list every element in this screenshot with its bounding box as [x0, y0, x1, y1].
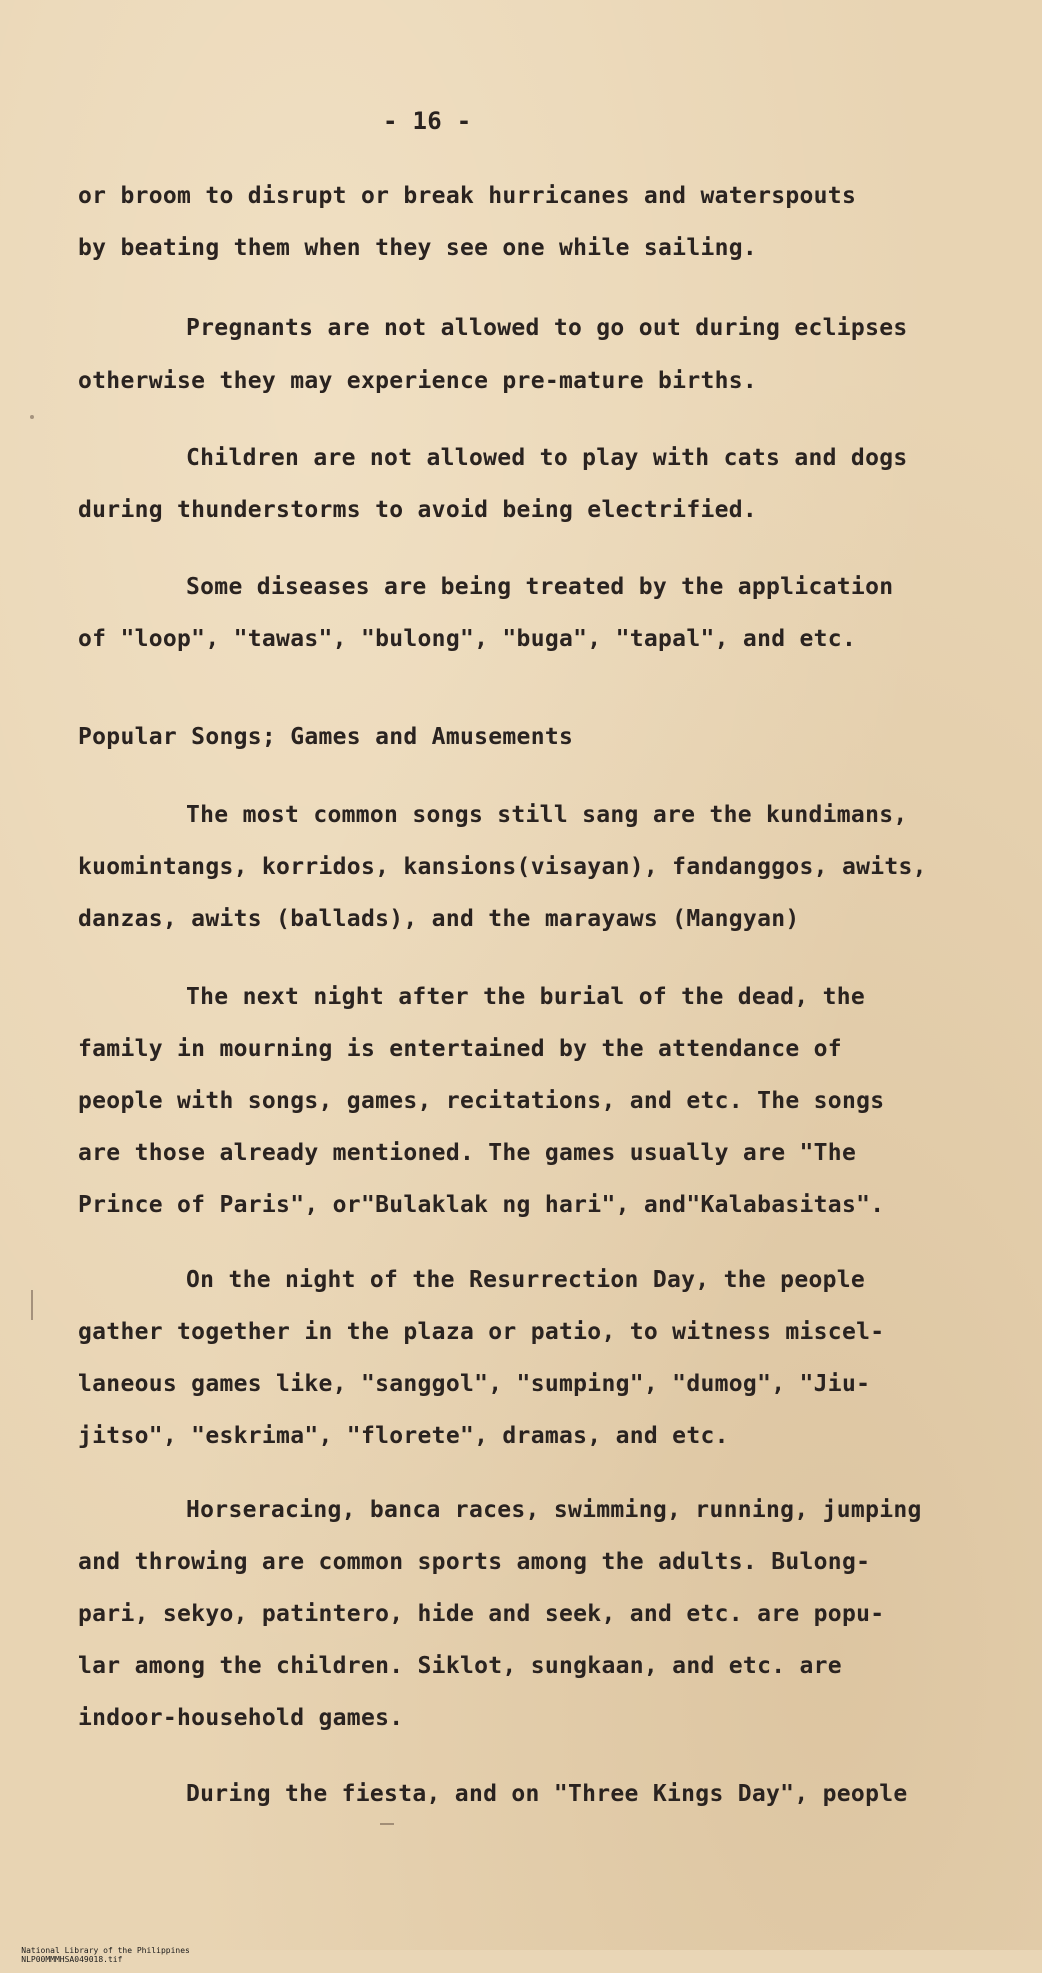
text-line: On the night of the Resurrection Day, the people	[186, 1267, 866, 1293]
text-line: are those already mentioned. The games usually are "The	[78, 1140, 857, 1166]
text-line: Prince of Paris", or"Bulaklak ng hari", and"Kalabasitas".	[78, 1192, 885, 1218]
paper-mark	[31, 1290, 33, 1320]
text-line: people with songs, games, recitations, and etc. The songs	[78, 1088, 885, 1114]
footer-library: National Library of the Philippines	[21, 1946, 190, 1955]
text-line: jitso", "eskrima", "florete", dramas, and etc.	[78, 1423, 729, 1449]
text-line: family in mourning is entertained by the attendance of	[78, 1036, 842, 1062]
text-line: pari, sekyo, patintero, hide and seek, and etc. are popu-	[78, 1601, 885, 1627]
text-line: The most common songs still sang are the kundimans,	[186, 802, 908, 828]
text-line: or broom to disrupt or break hurricanes and waterspouts	[78, 183, 857, 209]
footer-filename: NLP00MMMHSA049018.tif	[21, 1955, 123, 1964]
paper-mark	[380, 1823, 394, 1825]
text-line: The next night after the burial of the dead, the	[186, 984, 866, 1010]
text-line: During the fiesta, and on "Three Kings Day", people	[186, 1781, 908, 1807]
text-line: Some diseases are being treated by the application	[186, 574, 894, 600]
text-line: Horseracing, banca races, swimming, running, jumping	[186, 1497, 922, 1523]
text-line: danzas, awits (ballads), and the marayaws (Mangyan)	[78, 906, 800, 932]
text-line: indoor-household games.	[78, 1705, 404, 1731]
text-line: by beating them when they see one while sailing.	[78, 235, 758, 261]
text-line: gather together in the plaza or patio, to witness miscel-	[78, 1319, 885, 1345]
text-line: Children are not allowed to play with cats and dogs	[186, 445, 908, 471]
text-line: lar among the children. Siklot, sungkaan, and etc. are	[78, 1653, 842, 1679]
text-line: of "loop", "tawas", "bulong", "buga", "tapal", and etc.	[78, 626, 857, 652]
text-line: kuomintangs, korridos, kansions(visayan), fandanggos, awits,	[78, 854, 927, 880]
text-line: laneous games like, "sanggol", "sumping", "dumog", "Jiu-	[78, 1371, 871, 1397]
text-line: Pregnants are not allowed to go out during eclipses	[186, 315, 908, 341]
text-line: during thunderstorms to avoid being electrified.	[78, 497, 758, 523]
text-line: otherwise they may experience pre-mature births.	[78, 368, 758, 394]
paper-speck	[30, 415, 34, 419]
text-line: and throwing are common sports among the adults. Bulong-	[78, 1549, 871, 1575]
page-number: - 16 -	[383, 107, 472, 135]
section-heading: Popular Songs; Games and Amusements	[78, 724, 574, 750]
scan-footer	[2, 1937, 204, 1973]
